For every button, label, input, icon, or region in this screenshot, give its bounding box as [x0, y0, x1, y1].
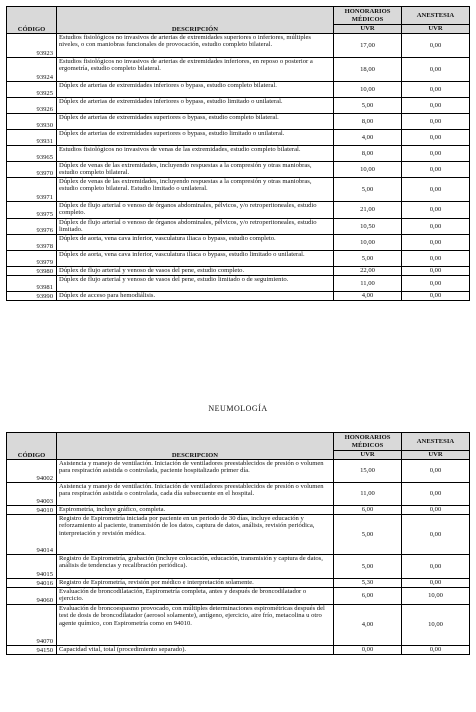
table-body [7, 34, 470, 301]
description-cell: Dúplex de flujo arterial o venoso de órganos abdominales, pélvicos, y/o retroperitoneales, estudio completo. [57, 202, 334, 219]
anestesia-cell: 10,00 [402, 588, 470, 605]
anestesia-cell: 0,00 [402, 515, 470, 555]
anestesia-cell: 0,00 [402, 579, 470, 588]
header-descripcion: DESCRIPCIÓN [57, 7, 334, 34]
code-cell: 94150 [7, 646, 57, 655]
code-cell: 93924 [7, 58, 57, 82]
honorarios-cell: 5,00 [334, 178, 402, 202]
honorarios-cell: 4,00 [334, 605, 402, 646]
anestesia-cell: 0,00 [402, 202, 470, 219]
code-cell: 94002 [7, 460, 57, 483]
description-cell: Capacidad vital, total (procedimiento separado). [57, 646, 334, 655]
description-cell: Dúplex de acceso para hemodiálisis. [57, 292, 334, 301]
table-row [7, 235, 470, 251]
description-cell: Dúplex de aorta, vena cava inferior, vasculatura iliaca o bypass, estudio completo. [57, 235, 334, 251]
code-cell: 93931 [7, 130, 57, 146]
honorarios-cell: 4,00 [334, 130, 402, 146]
code-cell: 94060 [7, 588, 57, 605]
honorarios-cell: 8,00 [334, 114, 402, 130]
table-row [7, 555, 470, 579]
anestesia-cell: 0,00 [402, 58, 470, 82]
description-cell: Asistencia y manejo de ventilación. Iniciación de ventiladores preestablecidos de presión o volumen para respiración asistida o controlada, paciente hospitalizado primer día. [57, 460, 334, 483]
honorarios-cell: 5,00 [334, 251, 402, 267]
honorarios-cell: 10,00 [334, 82, 402, 98]
description-cell: Estudios fisiológicos no invasivos de venas de las extremidades, estudio completo bilateral. [57, 146, 334, 162]
table-row [7, 178, 470, 202]
header-anestesia: ANESTESIA [402, 7, 470, 25]
honorarios-cell: 0,00 [334, 646, 402, 655]
description-cell: Dúplex de arterias de extremidades inferiores o bypass, estudio completo bilateral. [57, 82, 334, 98]
table-row [7, 267, 470, 276]
honorarios-cell: 10,00 [334, 162, 402, 178]
anestesia-cell: 0,00 [402, 555, 470, 579]
code-cell: 93976 [7, 219, 57, 235]
anestesia-cell: 0,00 [402, 82, 470, 98]
honorarios-cell: 15,00 [334, 460, 402, 483]
anestesia-cell: 0,00 [402, 267, 470, 276]
code-cell: 94014 [7, 515, 57, 555]
honorarios-cell: 22,00 [334, 267, 402, 276]
table-row [7, 58, 470, 82]
anestesia-cell: 0,00 [402, 178, 470, 202]
header-honorarios: HONORARIOS MÉDICOS [334, 7, 402, 25]
anestesia-cell: 0,00 [402, 146, 470, 162]
header-uvr-hm: UVR [334, 451, 402, 460]
description-cell: Asistencia y manejo de ventilación. Iniciación de ventiladores preestablecidos de presión o volumen para respiración asistida o controlada, cada día subsecuente en el hospital. [57, 483, 334, 506]
table-row [7, 82, 470, 98]
table-row [7, 114, 470, 130]
description-cell: Estudios fisiológicos no invasivos de arterias de extremidades inferiores, en reposo o posterior a ergometría, estudio completo bilateral. [57, 58, 334, 82]
honorarios-cell: 6,00 [334, 506, 402, 515]
anestesia-cell: 0,00 [402, 219, 470, 235]
description-cell: Dúplex de aorta, vena cava inferior, vasculatura iliaca o bypass, estudio limitado o unilateral. [57, 251, 334, 267]
anestesia-cell: 10,00 [402, 605, 470, 646]
anestesia-cell: 0,00 [402, 292, 470, 301]
code-cell: 93990 [7, 292, 57, 301]
honorarios-cell: 18,00 [334, 58, 402, 82]
header-uvr-hm: UVR [334, 25, 402, 34]
table-row [7, 579, 470, 588]
anestesia-cell: 0,00 [402, 98, 470, 114]
code-cell: 94016 [7, 579, 57, 588]
description-cell: Espirometría, incluye gráfico, completa. [57, 506, 334, 515]
table-body [7, 460, 470, 655]
table-row [7, 130, 470, 146]
code-cell: 94015 [7, 555, 57, 579]
honorarios-cell: 5,30 [334, 579, 402, 588]
anestesia-cell: 0,00 [402, 235, 470, 251]
code-cell: 93980 [7, 267, 57, 276]
code-cell: 93970 [7, 162, 57, 178]
anestesia-cell: 0,00 [402, 130, 470, 146]
table-row [7, 605, 470, 646]
header-descripcion: DESCRIPCION [57, 433, 334, 460]
table-row [7, 646, 470, 655]
honorarios-cell: 17,00 [334, 34, 402, 58]
code-cell: 93923 [7, 34, 57, 58]
anestesia-cell: 0,00 [402, 460, 470, 483]
code-cell: 93930 [7, 114, 57, 130]
code-cell: 94010 [7, 506, 57, 515]
code-cell: 93981 [7, 276, 57, 292]
header-anestesia: ANESTESIA [402, 433, 470, 451]
code-cell: 94070 [7, 605, 57, 646]
description-cell: Dúplex de arterias de extremidades superiores o bypass, estudio completo bilateral. [57, 114, 334, 130]
code-cell: 94003 [7, 483, 57, 506]
table-row [7, 515, 470, 555]
table-row [7, 506, 470, 515]
table-row [7, 292, 470, 301]
header-honorarios: HONORARIOS MÉDICOS [334, 433, 402, 451]
description-cell: Registro de Espirometría, revisión por médico e interpretación solamente. [57, 579, 334, 588]
honorarios-cell: 11,00 [334, 483, 402, 506]
anestesia-cell: 0,00 [402, 276, 470, 292]
table-row [7, 146, 470, 162]
code-cell: 93926 [7, 98, 57, 114]
description-cell: Dúplex de arterias de extremidades inferiores o bypass, estudio limitado o unilateral. [57, 98, 334, 114]
table-row [7, 34, 470, 58]
honorarios-cell: 8,00 [334, 146, 402, 162]
table-vascular [6, 6, 470, 301]
anestesia-cell: 0,00 [402, 162, 470, 178]
anestesia-cell: 0,00 [402, 506, 470, 515]
code-cell: 93925 [7, 82, 57, 98]
code-cell: 93965 [7, 146, 57, 162]
table-row [7, 98, 470, 114]
honorarios-cell: 6,00 [334, 588, 402, 605]
table-neumologia [6, 432, 470, 655]
section-title: NEUMOLOGÍA [208, 404, 268, 413]
honorarios-cell: 10,00 [334, 235, 402, 251]
description-cell: Dúplex de flujo arterial y venoso de vasos del pene, estudio completo. [57, 267, 334, 276]
description-cell: Dúplex de flujo arterial y venoso de vasos del pene, estudio limitado o de seguimiento. [57, 276, 334, 292]
anestesia-cell: 0,00 [402, 646, 470, 655]
description-cell: Dúplex de flujo arterial o venoso de órganos abdominales, pélvicos, y/o retroperitoneales, estudio limitado. [57, 219, 334, 235]
honorarios-cell: 5,00 [334, 555, 402, 579]
header-codigo: CÓDIGO [7, 433, 57, 460]
table-row [7, 202, 470, 219]
honorarios-cell: 5,00 [334, 515, 402, 555]
description-cell: Dúplex de venas de las extremidades, incluyendo respuestas a la compresión y otras maniobras, estudio completo bilateral. Estudio limitado o unilateral. [57, 178, 334, 202]
description-cell: Dúplex de arterias de extremidades superiores o bypass, estudio limitado o unilateral. [57, 130, 334, 146]
code-cell: 93978 [7, 235, 57, 251]
table-row [7, 251, 470, 267]
header-uvr-an: UVR [402, 25, 470, 34]
table-row [7, 588, 470, 605]
table-row [7, 276, 470, 292]
honorarios-cell: 21,00 [334, 202, 402, 219]
table-row [7, 460, 470, 483]
table-row [7, 162, 470, 178]
header-codigo: CÓDIGO [7, 7, 57, 34]
header-uvr-an: UVR [402, 451, 470, 460]
description-cell: Dúplex de venas de las extremidades, incluyendo respuestas a la compresión y otras maniobras, estudio completo bilateral. [57, 162, 334, 178]
honorarios-cell: 11,00 [334, 276, 402, 292]
honorarios-cell: 5,00 [334, 98, 402, 114]
anestesia-cell: 0,00 [402, 114, 470, 130]
description-cell: Evaluación de broncoespasmo provocado, con múltiples determinaciones espirométricas después del test de dosis de broncodilatador (aerosol solamente), antígeno, ejercicio, aire frío, metacolina u otro agente químico, con Espirometría como en 94010. [57, 605, 334, 646]
table-row [7, 219, 470, 235]
anestesia-cell: 0,00 [402, 251, 470, 267]
code-cell: 93975 [7, 202, 57, 219]
description-cell: Registro de Espirometría iniciada por paciente en un periodo de 30 días, incluye educación y reforzamiento al paciente, transmisión de los datos, captura de datos, análisis, revisión periódica, interpretación y revisión médica. [57, 515, 334, 555]
anestesia-cell: 0,00 [402, 483, 470, 506]
code-cell: 93979 [7, 251, 57, 267]
description-cell: Registro de Espirometría, grabación (incluye colocación, educación, transmisión y captura de datos, análisis de tendencias y recalibración periódica). [57, 555, 334, 579]
table-row [7, 483, 470, 506]
honorarios-cell: 4,00 [334, 292, 402, 301]
honorarios-cell: 10,50 [334, 219, 402, 235]
anestesia-cell: 0,00 [402, 34, 470, 58]
description-cell: Estudios fisiológicos no invasivos de arterias de extremidades superiores o inferiores, múltiples niveles, o con maniobras funcionales de provocación, estudio completo bilateral. [57, 34, 334, 58]
description-cell: Evaluación de broncodilatación, Espirometría completa, antes y después de broncodilatador o ejercicio. [57, 588, 334, 605]
code-cell: 93971 [7, 178, 57, 202]
